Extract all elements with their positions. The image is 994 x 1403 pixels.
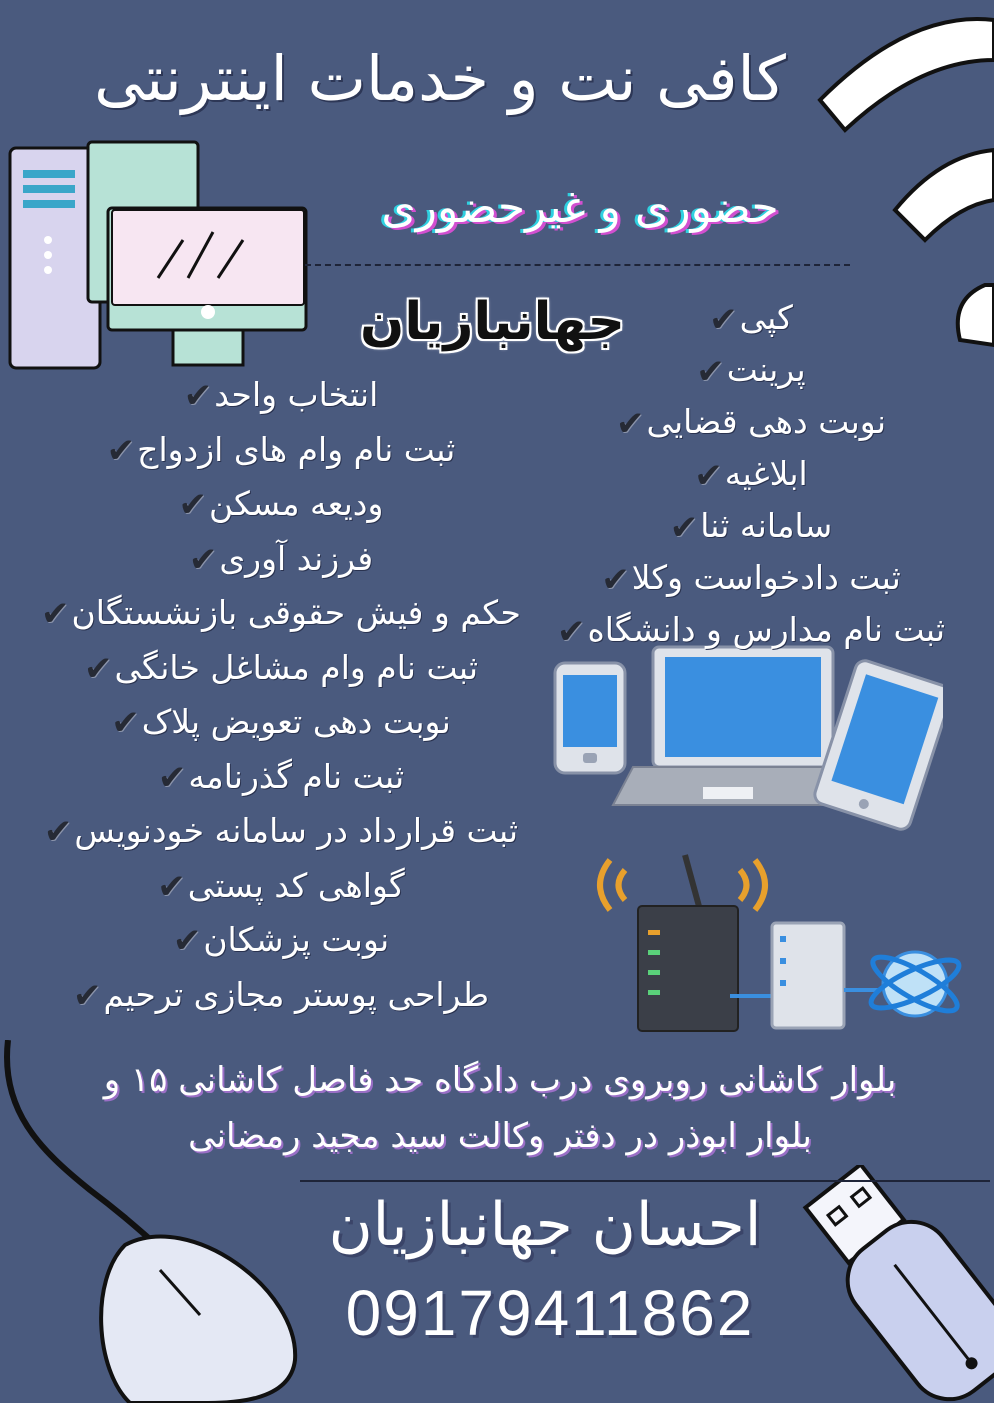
check-icon: ✔ [106, 430, 136, 471]
service-item: ثبت قرارداد در سامانه خودنویس✔ [0, 804, 560, 859]
service-item: نوبت دهی تعویض پلاک✔ [0, 695, 560, 750]
contact-name: احسان جهانبازیان [328, 1190, 762, 1260]
service-item: ثبت نام وام های ازدواج✔ [0, 423, 560, 478]
check-icon: ✔ [157, 866, 186, 907]
service-item: طراحی پوستر مجازی ترحیم✔ [0, 968, 560, 1023]
service-item: ابلاغیه✔ [540, 448, 960, 500]
service-item: ثبت نام مدارس و دانشگاه✔ [540, 604, 960, 656]
check-icon: ✔ [172, 921, 202, 962]
check-icon: ✔ [178, 485, 208, 526]
services-list-left [0, 368, 560, 1022]
service-item: فرزند آوری✔ [0, 532, 560, 587]
address [20, 1052, 980, 1164]
service-item: حکم و فیش حقوقی بازنشستگان✔ [0, 586, 560, 641]
check-icon: ✔ [72, 975, 102, 1016]
devices-icon [553, 645, 943, 840]
page-title: کافی نت و خدمات اینترنتی [94, 42, 786, 115]
address-line-1: بلوار کاشانی روبروی درب دادگاه حد فاصل کاشانی ۱۵ و [103, 1060, 897, 1100]
service-item: کپی✔ [540, 292, 960, 344]
service-item: پرینت✔ [540, 344, 960, 396]
service-item: نوبت پزشکان✔ [0, 913, 560, 968]
check-icon: ✔ [601, 559, 630, 600]
brand-name: جهانبازیان [360, 292, 625, 352]
check-icon: ✔ [696, 351, 725, 392]
service-item: ثبت دادخواست وکلا✔ [540, 552, 960, 604]
check-icon: ✔ [43, 812, 73, 853]
check-icon: ✔ [157, 757, 187, 798]
globe-icon [730, 918, 970, 1033]
desktop-computer-icon [8, 140, 313, 370]
contact-phone[interactable]: 09179411862 [345, 1277, 755, 1349]
check-icon: ✔ [41, 594, 70, 635]
service-item: ودیعه مسکن✔ [0, 477, 560, 532]
service-item: انتخاب واحد✔ [0, 368, 560, 423]
check-icon: ✔ [556, 611, 586, 652]
address-line-2: بلوار ابوذر در دفتر وکالت سید مجید رمضانی [188, 1116, 812, 1156]
page-subtitle: حضوری و غیرحضوری [381, 182, 779, 233]
check-icon: ✔ [111, 703, 140, 744]
divider [305, 264, 850, 266]
check-icon: ✔ [694, 455, 723, 496]
service-item: گواهی کد پستی✔ [0, 859, 560, 914]
check-icon: ✔ [669, 507, 699, 548]
check-icon: ✔ [709, 299, 738, 340]
check-icon: ✔ [615, 403, 645, 444]
service-item: سامانه ثنا✔ [540, 500, 960, 552]
services-list-right [540, 292, 960, 656]
service-item: ثبت نام گذرنامه✔ [0, 750, 560, 805]
divider [300, 1180, 990, 1182]
check-icon: ✔ [84, 648, 113, 689]
check-icon: ✔ [183, 376, 213, 417]
check-icon: ✔ [188, 539, 218, 580]
service-item: ثبت نام وام مشاغل خانگی✔ [0, 641, 560, 696]
service-item: نوبت دهی قضایی✔ [540, 396, 960, 448]
